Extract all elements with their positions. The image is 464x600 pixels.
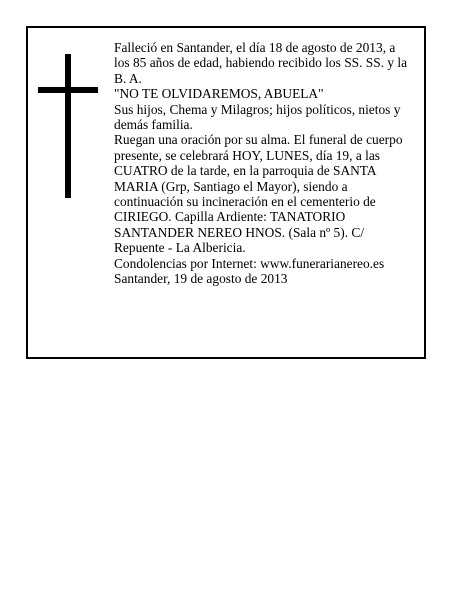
cross-vertical-bar xyxy=(65,54,71,198)
family-line: Sus hijos, Chema y Milagros; hijos políticos, nietos y demás familia. xyxy=(114,101,401,133)
condolences-line: Condolencias por Internet: www.funerarianereo.es xyxy=(114,255,385,271)
cross-icon xyxy=(38,54,98,198)
death-notice: Falleció en Santander, el día 18 de agosto de 2013, a los 85 años de edad, habiendo recibido los SS. SS. y la B. A. xyxy=(114,40,408,86)
obituary-notice xyxy=(26,26,426,359)
place-date: Santander, 19 de agosto de 2013 xyxy=(114,271,288,287)
notice-text xyxy=(114,40,412,287)
funeral-info: Ruegan una oración por su alma. El funeral de cuerpo presente, se celebrará HOY, LUNES, día 19, a las CUATRO de la tarde, en la parroquia de SANTA MARIA (Grp, Santiago el Mayor), siendo a continuación su incineración en el cementerio de CIRIEGO. Capilla Ardiente: TANATORIO SANTANDER NEREO HNOS. (Sala nº 5). C/ Repuente - La Albericia. xyxy=(114,132,403,256)
tribute-line: "NO TE OLVIDAREMOS, ABUELA" xyxy=(114,86,324,102)
cross-horizontal-bar xyxy=(38,87,98,93)
